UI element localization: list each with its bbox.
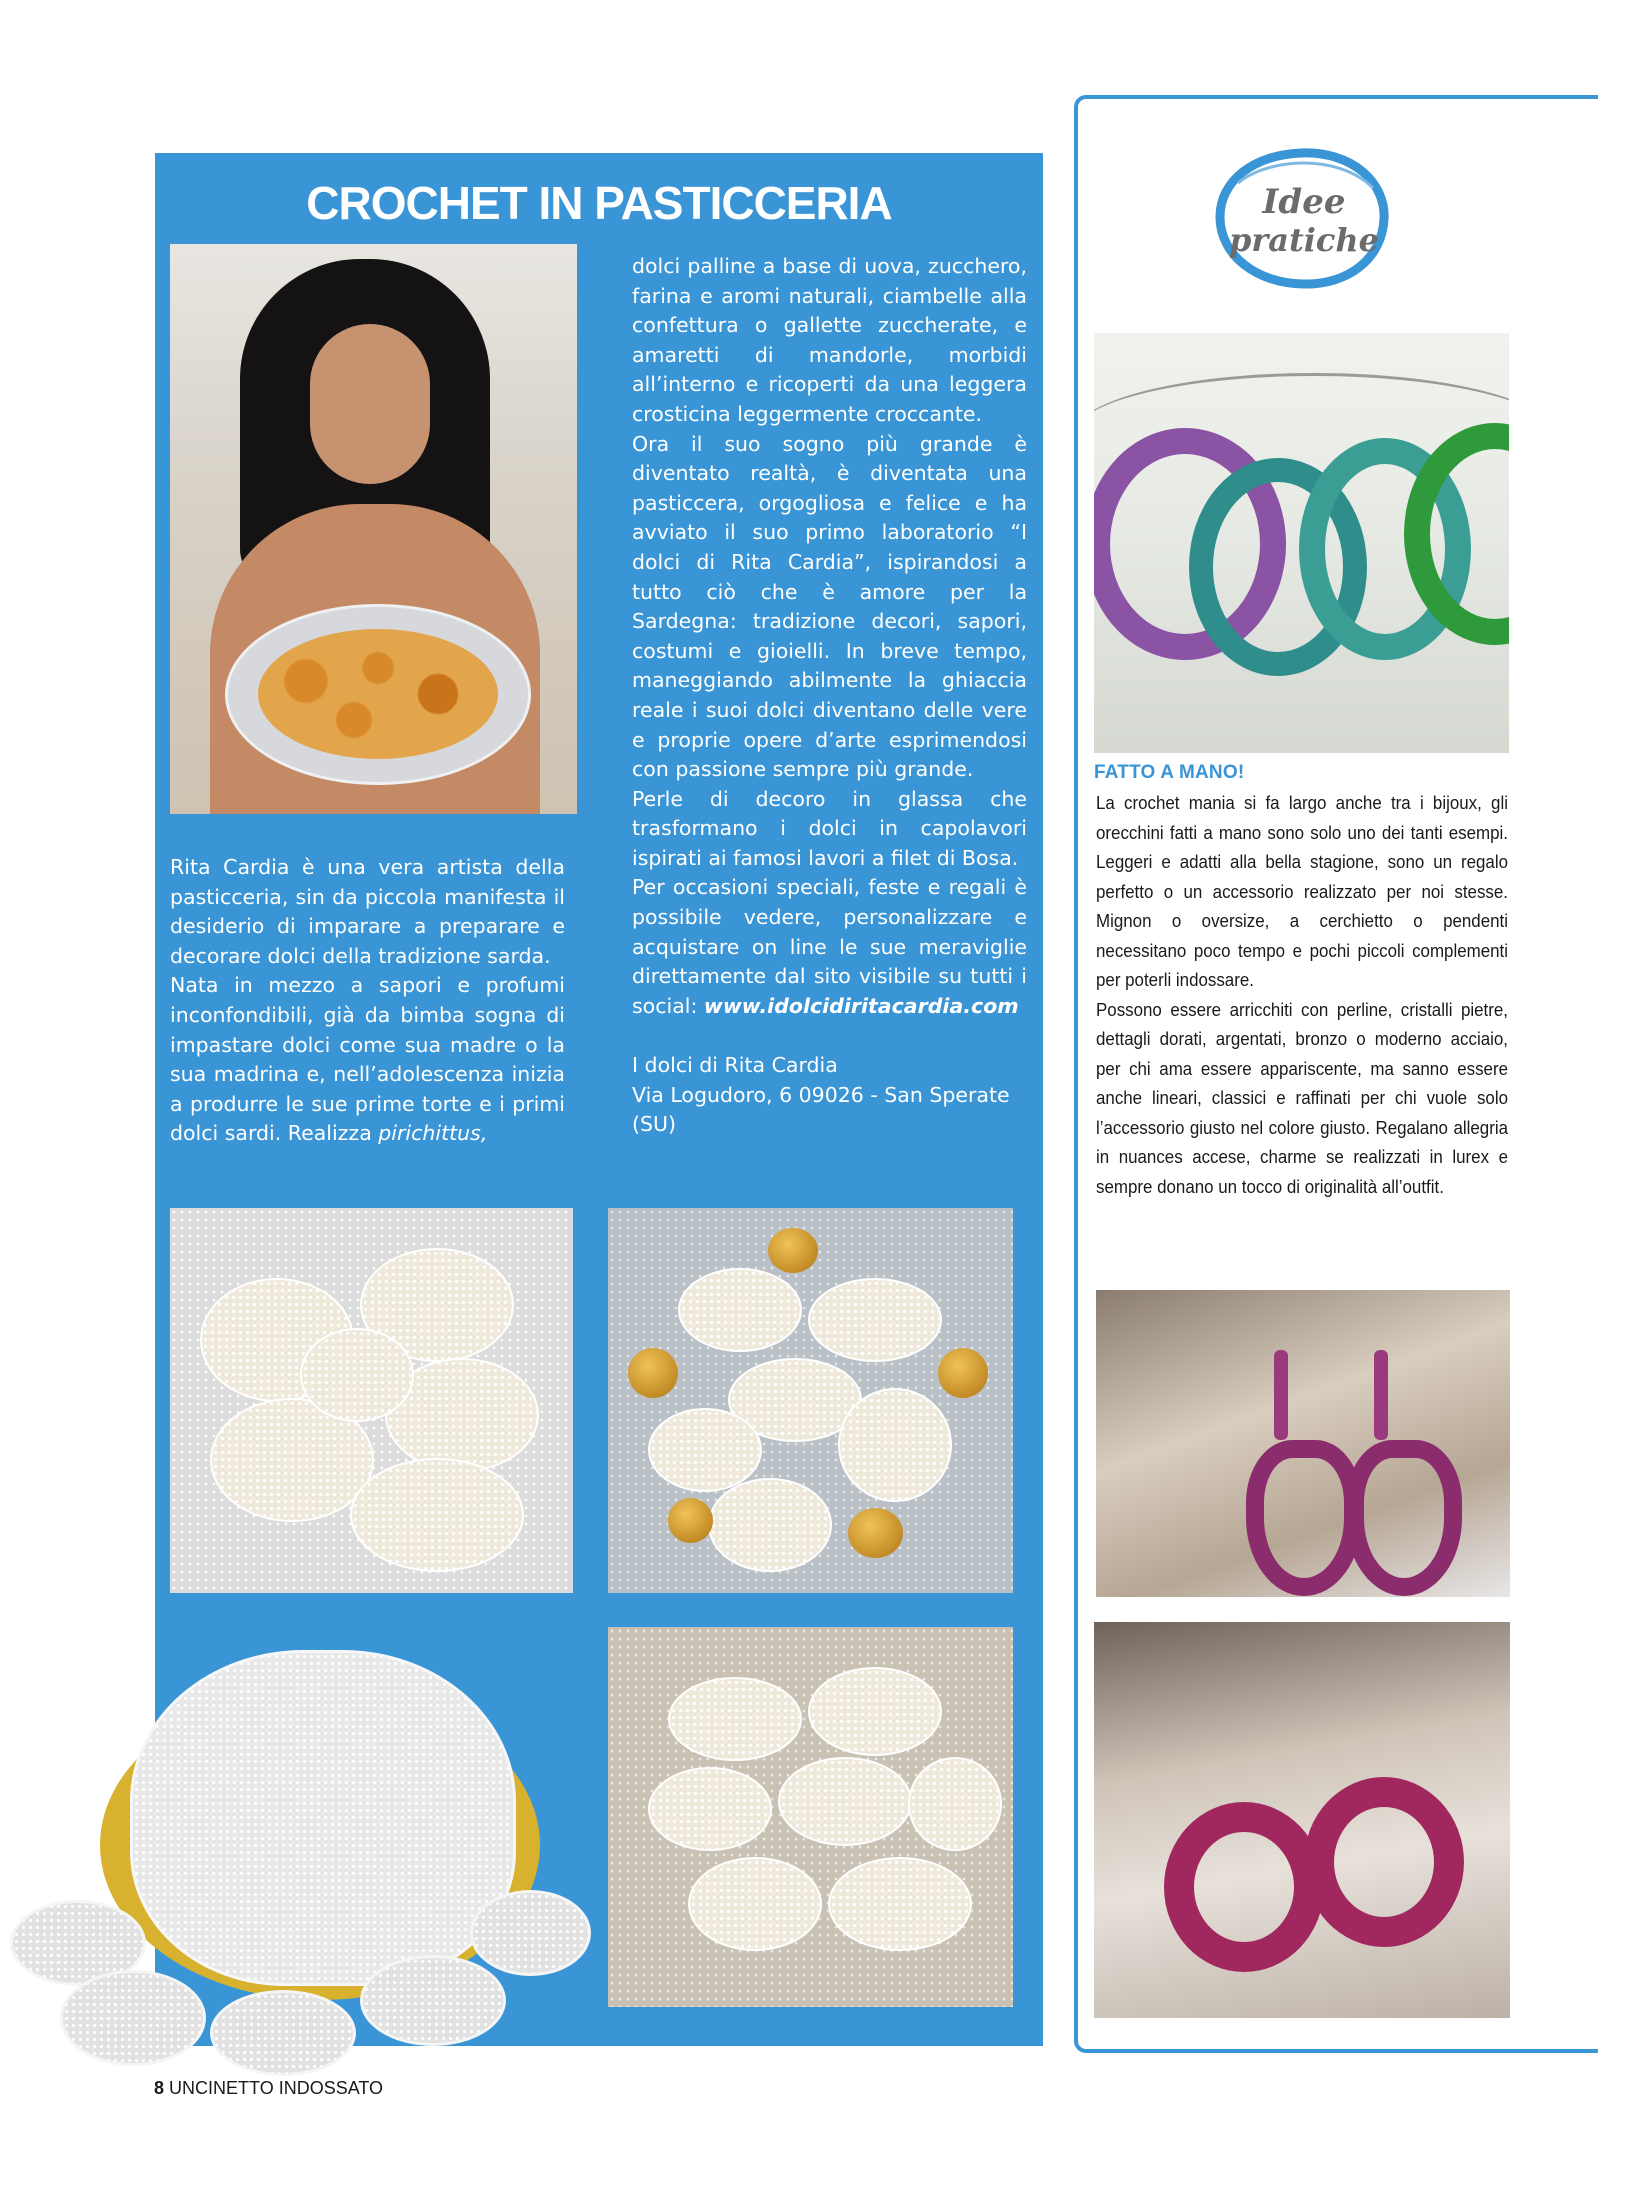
page-number: 8 <box>154 2078 165 2098</box>
article-column-right <box>632 252 1027 1140</box>
sidebar-heading: FATTO A MANO! <box>1094 762 1245 783</box>
article-paragraph: Nata in mezzo a sapori e profumi inconfondibili, già da bimba sogna di impastare dolci come sua madre o la sua madrina e, nell’adolescenza inizia a produrre le sue prime torte e i primi dolci sardi. Realizza pirichittus, <box>170 973 565 1146</box>
spacer <box>632 1021 1027 1051</box>
badge-brush-circle-icon <box>1208 143 1394 293</box>
badge-line2: pratiche <box>1228 221 1380 259</box>
article-paragraph: Ora il suo sogno più grande è diventato realtà, è diventata una pasticcera, orgogliosa e felice e ha avviato il suo primo laboratorio “I dolci di Rita Cardia”, ispirandosi a tutto ciò che è amore per la Sardegna: tradizione decori, sapori, costumi e gioielli. In breve tempo, maneggiando abilmente la ghiaccia reale i suoi dolci diventano delle vere e proprie opere d’arte esprimendosi con passione sempre più grande. <box>632 431 1027 782</box>
address-name: I dolci di Rita Cardia <box>632 1053 838 1078</box>
sidebar-paragraph: La crochet mania si fa largo anche tra i bijoux, gli orecchini fatti a mano sono solo uno dei tanti esempi. Leggeri e adatti alla bella stagione, sono un regalo perfetto o un accessorio realizzato per noi stesse. Mignon o oversize, a cerchietto o pendenti necessitano poco tempo e pochi piccoli complementi per poterli indossare. <box>1096 793 1508 990</box>
photo-lace-cookies-platter <box>608 1627 1013 2007</box>
article-title: CROCHET IN PASTICCERIA <box>306 177 892 229</box>
magazine-name: UNCINETTO INDOSSATO <box>169 2078 384 2098</box>
website-link[interactable]: www.idolcidiritacardia.com <box>703 993 1019 1018</box>
article-column-left <box>170 853 565 1149</box>
sidebar-paragraph: Possono essere arricchiti con perline, cristalli pietre, dettagli dorati, argentati, bronzo o moderno acciaio, per chi ama essere appariscente, ma sanno essere anche lineari, classici e raffinati per chi vuole solo l’accessorio giusto nel colore giusto. Regalano allegria in nuances accese, charme se realizzati in lurex e sempre donano un tocco di originalità all’outfit. <box>1096 999 1508 1197</box>
photo-lace-cake <box>0 1650 590 2070</box>
article-paragraph: dolci palline a base di uova, zucchero, farina e aromi naturali, ciambelle alla confettura o gallette zuccherate, e amaretti di mandorle, morbidi all’interno e ricoperti da una leggera crosticina leggermente croccante. <box>632 254 1027 426</box>
photo-lace-cookies-tray <box>608 1208 1013 1593</box>
sidebar-text <box>1096 789 1508 1202</box>
article-paragraph: Rita Cardia è una vera artista della pasticceria, sin da piccola manifesta il desiderio di imparare a preparare e decorare dolci della tradizione sarda. <box>170 855 565 968</box>
article-paragraph: Per occasioni speciali, feste e regali è possibile vedere, personalizzare e acquistare on line le sue meraviglie direttamente dal sito visibile su tutti i social: www.idolcidiritacardia.com <box>632 875 1027 1018</box>
photo-crochet-hoop-earrings <box>1094 333 1509 753</box>
page-footer <box>154 2078 383 2099</box>
address-street: Via Logudoro, 6 09026 - San Sperate <box>632 1082 1010 1107</box>
address-province: (SU) <box>632 1112 677 1137</box>
italic-term: pirichittus, <box>378 1121 488 1146</box>
article-paragraph: Perle di decoro in glassa che trasformano i dolci in capolavori ispirati ai famosi lavori a filet di Bosa. <box>632 786 1027 870</box>
badge-line1: Idee <box>1262 182 1346 222</box>
photo-rita-cardia <box>170 244 577 814</box>
photo-crochet-drop-earrings <box>1096 1290 1510 1597</box>
photo-lace-cookies-plate <box>170 1208 573 1593</box>
photo-crochet-round-earrings <box>1094 1622 1510 2018</box>
idee-pratiche-badge <box>1208 143 1394 293</box>
